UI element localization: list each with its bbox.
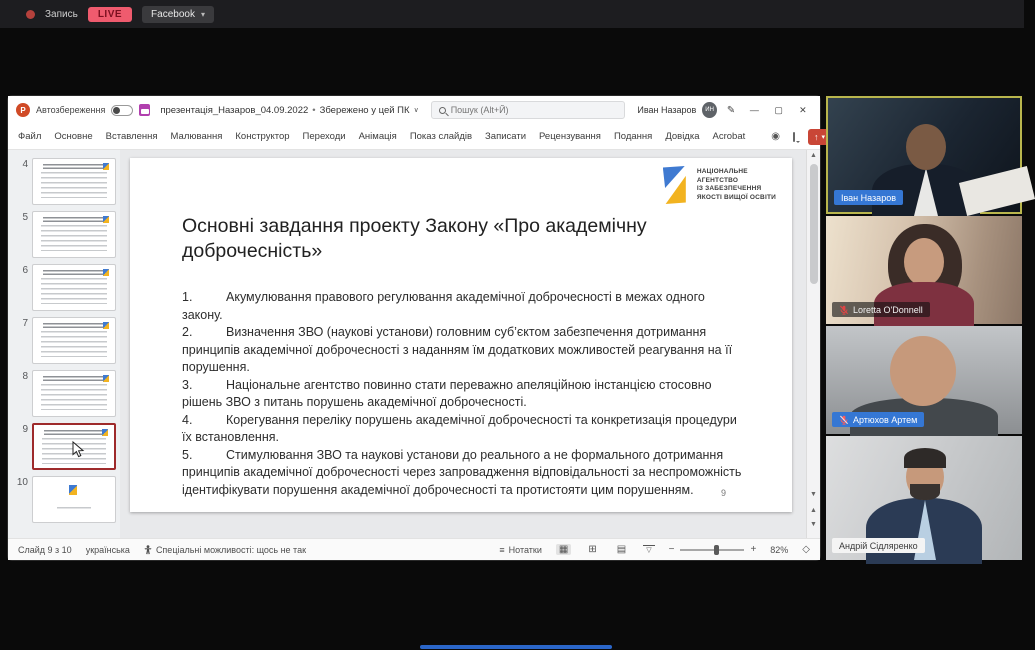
participant-video-andriy-sidlyarenko[interactable] [826, 436, 1022, 560]
scrollbar-thumb[interactable] [810, 164, 818, 284]
account-user-name[interactable]: Иван Назаров [637, 105, 697, 115]
thumbnail-preview[interactable] [32, 264, 116, 311]
close-button[interactable]: ✕ [799, 104, 807, 115]
saved-status: Збережено у цей ПК [319, 104, 410, 116]
ppt-titlebar [8, 96, 820, 124]
next-slide-icon[interactable]: ▼ [810, 521, 817, 528]
tab-home[interactable]: Основне [54, 131, 93, 142]
thumbnail-preview[interactable] [32, 158, 116, 205]
autosave-label: Автозбереження [36, 105, 106, 115]
agency-logo [663, 166, 776, 204]
facebook-button-label: Facebook [151, 8, 195, 20]
autosave-toggle[interactable] [111, 105, 133, 116]
slide-thumbnail-5[interactable] [14, 211, 116, 258]
live-badge: LIVE [88, 7, 132, 22]
tab-design[interactable]: Конструктор [235, 131, 290, 142]
slide-thumbnail-8[interactable] [14, 370, 116, 417]
participant-name-tag: Артюхов Артем [832, 412, 924, 427]
thumbnail-preview[interactable] [32, 370, 116, 417]
tab-record[interactable]: Записати [485, 131, 527, 142]
zoom-in-icon[interactable]: + [750, 544, 757, 555]
thumbnail-number: 6 [22, 265, 28, 276]
accessibility-status[interactable]: Спеціальні можливості: щось не так [144, 545, 306, 555]
participant-video-artyukhov-artem[interactable] [826, 326, 1022, 434]
search-icon [439, 107, 446, 114]
save-icon[interactable] [139, 104, 150, 116]
thumbnail-number: 7 [22, 318, 28, 329]
thumbnail-number: 10 [16, 477, 28, 488]
chevron-down-icon: ▾ [821, 133, 826, 141]
muted-mic-icon [839, 305, 849, 315]
ppt-content [8, 150, 820, 538]
slide-editing-area [120, 150, 820, 538]
chevron-down-icon: ∨ [413, 107, 419, 114]
toggle-knob [113, 107, 120, 114]
participant-video-strip [826, 96, 1022, 560]
powerpoint-app-icon: P [16, 103, 30, 117]
agency-logo-flag-icon [663, 166, 691, 204]
reading-view-icon[interactable]: ▤ [616, 544, 627, 555]
slide-page-number: 9 [720, 488, 726, 498]
tab-view[interactable]: Подання [613, 131, 653, 142]
notes-icon: ≡ [499, 544, 505, 555]
tab-review[interactable]: Рецензування [539, 131, 601, 142]
slide-thumbnail-6[interactable] [14, 264, 116, 311]
thumbnail-preview[interactable] [32, 476, 116, 523]
scroll-up-icon[interactable]: ▲ [810, 152, 817, 159]
zoom-control [669, 544, 757, 555]
thumbnail-preview[interactable] [32, 211, 116, 258]
list-item: 3. Національне агентство повинно стати переважно апеляційною інстанцією стосовно рішень ЗВО з питань порушень академічної доброчесності. [182, 377, 712, 410]
ppt-statusbar [8, 538, 820, 560]
list-item: 1. Акумулювання правового регулювання академічної доброчесності в межах одного закону. [182, 290, 705, 322]
maximize-button[interactable]: ▢ [774, 104, 783, 115]
slide-thumbnail-7[interactable] [14, 317, 116, 364]
current-slide[interactable] [130, 158, 792, 512]
tab-file[interactable]: Файл [18, 131, 42, 142]
agency-logo-text: НАЦІОНАЛЬНЕ АГЕНТСТВО ІЗ ЗАБЕЗПЕЧЕННЯ ЯКОСТІ ВИЩОЇ ОСВІТИ [696, 168, 776, 201]
presenter-coach-icon[interactable]: ◉ [771, 131, 780, 142]
zoom-out-icon[interactable]: − [668, 544, 675, 555]
tab-insert[interactable]: Вставлення [105, 131, 158, 142]
slide-sorter-view-icon[interactable]: ⊞ [588, 544, 597, 555]
thumbnail-number: 9 [22, 424, 28, 435]
accessibility-person-icon [144, 545, 152, 555]
draw-pencil-icon[interactable]: ✎ [726, 104, 736, 116]
zoom-percentage[interactable]: 82% [770, 544, 789, 555]
taskbar-hint-bar [420, 645, 612, 649]
participant-name-tag: Андрій Сідляренко [832, 538, 925, 553]
slide-thumbnail-10[interactable] [14, 476, 116, 523]
share-arrow-icon: ↑ [814, 131, 819, 142]
slide-counter: Слайд 9 з 10 [18, 544, 72, 555]
list-item: 5. Стимулювання ЗВО та наукові установи до реального а не формального дотримання принципів академічної доброчесності через запровадження відповідальності за неспроможність ідентифікувати порушення академічної доброчесності та протистояти цим порушенням. [182, 447, 742, 497]
mouse-cursor-icon [72, 441, 85, 458]
minimize-button[interactable]: — [749, 105, 759, 115]
powerpoint-window [8, 96, 826, 560]
comments-icon[interactable] [793, 132, 795, 142]
thumbnail-preview[interactable] [32, 317, 116, 364]
muted-mic-icon [839, 415, 849, 425]
thumbnail-number: 8 [22, 371, 28, 382]
zoom-slider[interactable] [680, 549, 744, 551]
thumbnail-number: 4 [22, 159, 28, 170]
notes-toggle[interactable]: ≡ Нотатки [499, 544, 542, 555]
tab-draw[interactable]: Малювання [170, 131, 223, 142]
tab-transitions[interactable]: Переходи [302, 131, 346, 142]
ribbon-tab-bar [8, 124, 826, 150]
record-dot-icon [26, 10, 35, 19]
tab-animations[interactable]: Анімація [358, 131, 397, 142]
slide-thumbnail-4[interactable] [14, 158, 116, 205]
slide-title: Основні завдання проекту Закону «Про академічну доброчесність» [182, 215, 647, 262]
search-input[interactable] [451, 105, 611, 115]
participant-name-tag: Іван Назаров [834, 190, 903, 205]
participant-video-ivan-nazarov[interactable] [826, 96, 1022, 214]
chevron-down-icon: ▾ [200, 9, 205, 19]
search-box[interactable] [431, 101, 626, 119]
slide-thumbnail-9-selected[interactable] [14, 423, 116, 470]
tab-acrobat[interactable]: Acrobat [712, 131, 746, 142]
user-avatar[interactable]: ИН [702, 102, 717, 118]
tab-slideshow[interactable]: Показ слайдів [409, 131, 473, 142]
participant-name-tag: Loretta O'Donnell [832, 302, 930, 317]
slide-thumbnail-panel [8, 150, 120, 538]
list-item: 2. Визначення ЗВО (наукові установи) головним суб’єктом забезпечення дотримання принципів академічної доброчесності з наданням їм додаткових можливостей реагування на її порушення. [182, 325, 733, 375]
meeting-toolbar [0, 0, 1024, 28]
language-indicator[interactable]: українська [85, 544, 130, 555]
fit-slide-to-window-icon[interactable]: ◇ [802, 544, 810, 555]
normal-view-icon[interactable]: ▦ [556, 544, 571, 555]
record-label: Запись [45, 8, 78, 20]
thumbnail-number: 5 [22, 212, 28, 223]
tab-help[interactable]: Довідка [665, 131, 700, 142]
thumbnail-preview[interactable] [32, 423, 116, 470]
scroll-down-icon[interactable]: ▼ [810, 491, 817, 498]
facebook-stream-button[interactable] [142, 6, 214, 23]
slide-body-list [182, 289, 744, 499]
participant-video-loretta-odonnell[interactable] [826, 216, 1022, 324]
previous-slide-icon[interactable]: ▲ [810, 507, 817, 514]
document-title[interactable] [160, 105, 418, 116]
title-separator: • [312, 104, 316, 116]
list-item: 4. Корегування переліку порушень академічної доброчесності та конкретизація процедури їх встановлення. [182, 412, 737, 445]
filename: презентація_Назаров_04.09.2022 [160, 104, 309, 116]
vertical-scrollbar[interactable] [806, 150, 820, 538]
zoom-slider-knob[interactable] [714, 545, 719, 555]
slideshow-view-icon[interactable]: ▽ [643, 545, 654, 555]
